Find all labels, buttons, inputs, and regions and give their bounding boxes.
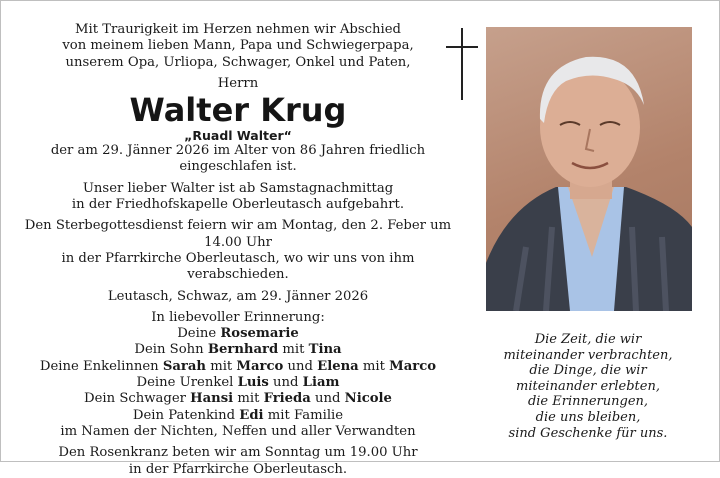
relative-text: Dein Sohn [134, 342, 208, 358]
relative-text: Deine [177, 326, 221, 342]
relative-name: Edi [239, 407, 264, 423]
relative-line-3 [18, 359, 458, 375]
intro-line-2: von meinem lieben Mann, Papa und Schwiegerpapa, [62, 38, 414, 54]
memory-heading: In liebevoller Erinnerung: [151, 309, 325, 325]
poem-line-6: die uns bleiben, [535, 409, 641, 425]
relative-text: Dein Schwager [84, 391, 191, 407]
salutation: Herrn [217, 75, 259, 91]
rosary-line-1: Den Rosenkranz beten wir am Sonntag um 19.00 Uhr [58, 445, 418, 461]
relative-text: mit [233, 391, 264, 407]
relative-line-2 [18, 342, 458, 358]
relative-name: Sarah [162, 358, 206, 374]
relative-name: Hansi [190, 391, 234, 407]
relative-name: Frieda [263, 391, 311, 407]
nickname: „Ruadl Walter“ [184, 128, 292, 144]
relative-name: Liam [302, 375, 340, 391]
poem-line-7: sind Geschenke für uns. [508, 425, 668, 441]
relative-name: Bernhard [207, 342, 279, 358]
relative-line-7 [18, 424, 458, 440]
relative-text: mit [358, 358, 390, 374]
portrait-photo [486, 27, 692, 311]
place-date: Leutasch, Schwaz, am 29. Jänner 2026 [107, 288, 369, 304]
relative-text: mit Familie [263, 407, 344, 423]
service-line-2: in der Pfarrkirche Oberleutasch, wo wir uns von ihm verabschieden. [61, 250, 415, 283]
portrait-illustration [486, 27, 692, 311]
relative-line-6 [18, 408, 458, 424]
relative-text: und [268, 375, 303, 391]
cross-icon [446, 28, 478, 100]
intro-line-1: Mit Traurigkeit im Herzen nehmen wir Abschied [75, 22, 401, 37]
death-line: der am 29. Jänner 2026 im Alter von 86 Jahren friedlich eingeschlafen ist. [50, 143, 426, 175]
relative-text: mit [278, 342, 309, 358]
relative-name: Elena [317, 358, 359, 374]
poem-line-5: die Erinnerungen, [527, 394, 649, 410]
viewing-line-2: in der Friedhofskapelle Oberleutasch aufgebahrt. [71, 197, 405, 213]
relative-name: Nicole [344, 391, 392, 407]
poem-line-1: Die Zeit, die wir [534, 332, 642, 347]
memorial-poem [470, 332, 706, 441]
relative-name: Marco [236, 358, 284, 374]
deceased-name: Walter Krug [129, 91, 347, 130]
relative-name: Luis [237, 375, 269, 391]
relative-name: Tina [308, 342, 342, 358]
relative-text: im Namen der Nichten, Neffen und aller Verwandten [60, 423, 416, 439]
poem-line-4: miteinander erlebten, [516, 378, 660, 394]
poem-line-3: die Dinge, die wir [529, 363, 647, 379]
rosary-line-2: in der Pfarrkirche Oberleutasch. [128, 461, 348, 477]
relative-name: Marco [389, 358, 437, 374]
relative-text: Dein Patenkind [132, 407, 240, 423]
relative-text: und [283, 358, 318, 374]
relatives-list [18, 326, 458, 440]
relative-name: Rosemarie [220, 326, 299, 342]
relative-line-1 [18, 326, 458, 342]
relative-line-4 [18, 375, 458, 391]
notice-text [18, 22, 458, 478]
relative-text: und [310, 391, 345, 407]
intro-line-3: unserem Opa, Urliopa, Schwager, Onkel und Paten, [65, 54, 411, 70]
relative-text: Deine Urenkel [136, 375, 238, 391]
service-line-1: Den Sterbegottesdienst feiern wir am Montag, den 2. Feber um 14.00 Uhr [24, 218, 452, 250]
relative-text: mit [206, 358, 237, 374]
relative-line-5 [18, 391, 458, 407]
viewing-line-1: Unser lieber Walter ist ab Samstagnachmittag [82, 180, 394, 196]
relative-text: Deine Enkelinnen [39, 358, 163, 374]
poem-line-2: miteinander verbrachten, [503, 347, 673, 363]
